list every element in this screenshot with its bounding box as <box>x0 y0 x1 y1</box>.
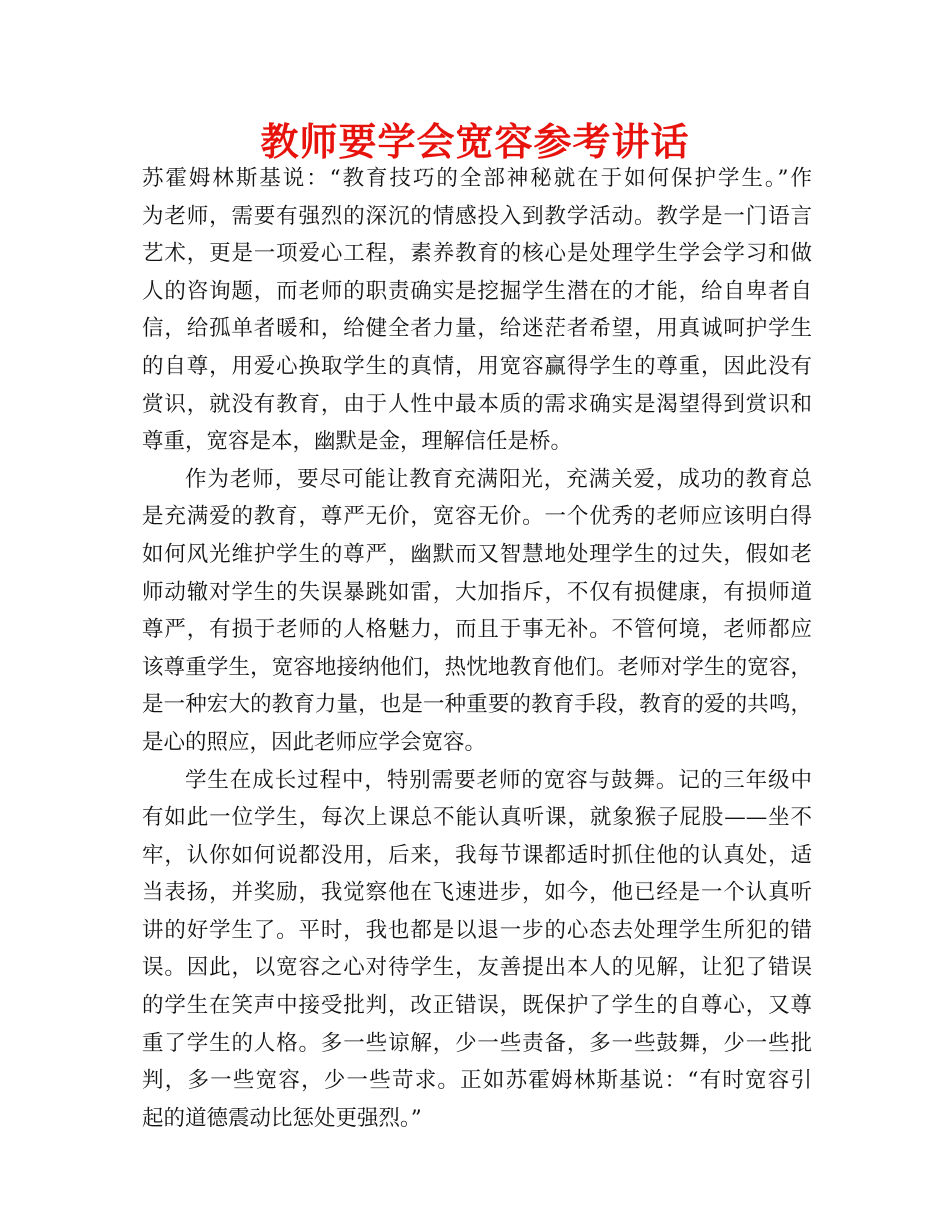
text-line: 是充满爱的教育，尊严无价，宽容无价。一个优秀的老师应该明白得 <box>142 504 812 530</box>
text-line: 起的道德震动比惩处更强烈。” <box>142 1105 422 1131</box>
paragraph-2 <box>142 461 812 762</box>
text-line: 人的咨询题，而老师的职责确实是挖掘学生潜在的才能，给自卑者自 <box>142 278 812 304</box>
text-line: 尊重，宽容是本，幽默是金，理解信任是桥。 <box>142 429 573 455</box>
text-line: 判，多一些宽容，少一些苛求。正如苏霍姆林斯基说：“有时宽容引 <box>142 1068 812 1094</box>
paragraph-1 <box>142 160 812 461</box>
document-title: 教师要学会宽容参考讲话 <box>260 120 690 164</box>
text-line: 师动辙对学生的失误暴跳如雷，大加指斥，不仅有损健康，有损师道 <box>142 579 812 605</box>
text-line: 有如此一位学生，每次上课总不能认真听课，就象猴子屁股——坐不 <box>142 805 812 831</box>
paragraph-3 <box>142 762 812 1138</box>
text-line: 是一种宏大的教育力量，也是一种重要的教育手段，教育的爱的共鸣， <box>142 692 812 718</box>
text-line: 的自尊，用爱心换取学生的真情，用宽容赢得学生的尊重，因此没有 <box>142 353 812 379</box>
text-line: 艺术，更是一项爱心工程，素养教育的核心是处理学生学会学习和做 <box>142 241 812 267</box>
text-line: 信，给孤单者暖和，给健全者力量，给迷茫者希望，用真诚呵护学生 <box>142 316 812 342</box>
text-line: 赏识，就没有教育，由于人性中最本质的需求确实是渴望得到赏识和 <box>142 391 812 417</box>
text-line: 该尊重学生，宽容地接纳他们，热忱地教育他们。老师对学生的宽容， <box>142 654 812 680</box>
text-line: 重了学生的人格。多一些谅解，少一些责备，多一些鼓舞，少一些批 <box>142 1030 812 1056</box>
text-line: 是心的照应，因此老师应学会宽容。 <box>142 729 487 755</box>
text-line: 当表扬，并奖励，我觉察他在飞速进步，如今，他已经是一个认真听 <box>142 880 812 906</box>
text-line: 讲的好学生了。平时，我也都是以退一步的心态去处理学生所犯的错 <box>142 917 812 943</box>
text-line: 苏霍姆林斯基说：“教育技巧的全部神秘就在于如何保护学生。”作 <box>142 166 812 191</box>
document-body <box>142 160 812 1137</box>
text-line: 的学生在笑声中接受批判，改正错误，既保护了学生的自尊心，又尊 <box>142 993 812 1019</box>
text-line: 学生在成长过程中，特别需要老师的宽容与鼓舞。记的三年级中 <box>185 767 812 793</box>
text-line: 作为老师，要尽可能让教育充满阳光，充满关爱，成功的教育总 <box>185 466 812 492</box>
text-line: 牢，认你如何说都没用，后来，我每节课都适时抓住他的认真处，适 <box>142 842 812 868</box>
text-line: 为老师，需要有强烈的深沉的情感投入到教学活动。教学是一门语言 <box>142 203 812 229</box>
text-line: 尊严，有损于老师的人格魅力，而且于事无补。不管何境，老师都应 <box>142 617 812 643</box>
text-line: 如何风光维护学生的尊严，幽默而又智慧地处理学生的过失，假如老 <box>142 541 812 567</box>
text-line: 误。因此，以宽容之心对待学生，友善提出本人的见解，让犯了错误 <box>142 955 812 981</box>
